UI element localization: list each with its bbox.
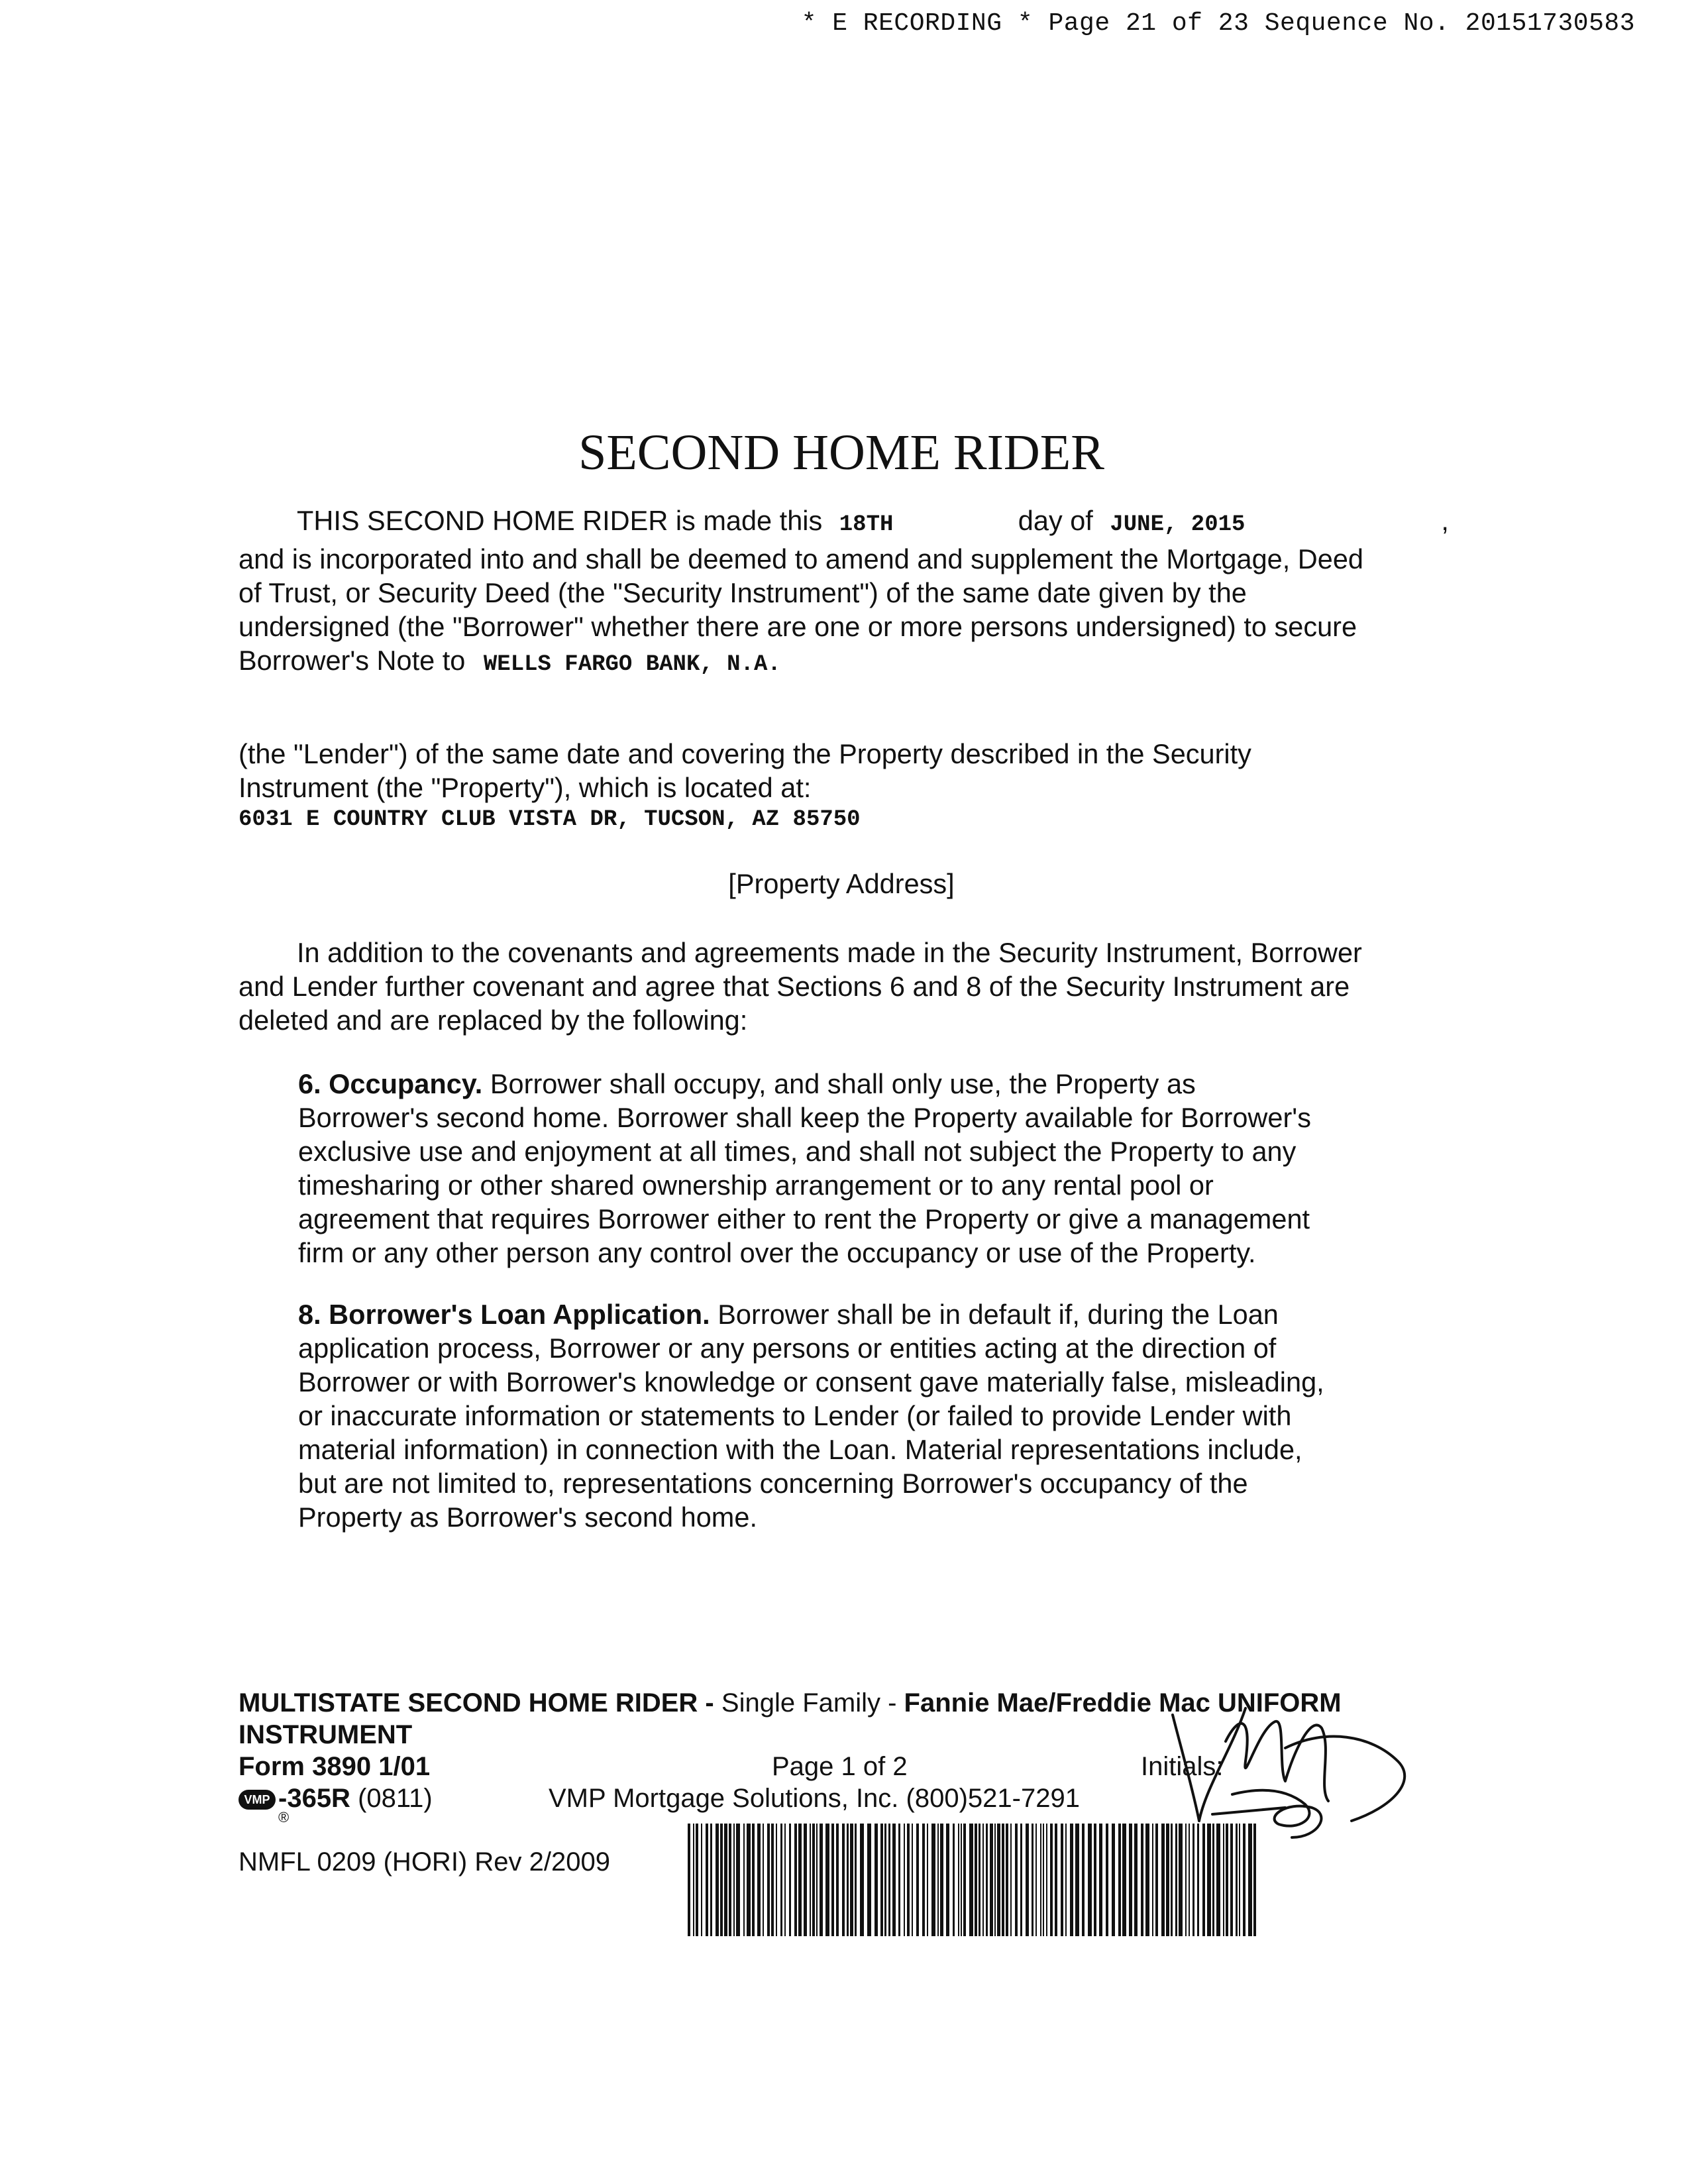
barcode-bar [1015, 1824, 1018, 1936]
lender-paragraph [238, 737, 1458, 804]
barcode-bar [1145, 1824, 1149, 1936]
barcode-bar [784, 1824, 786, 1936]
barcode-bar [798, 1824, 802, 1936]
vmp-logo-icon: VMP [238, 1790, 276, 1810]
barcode-bar [1099, 1824, 1102, 1936]
footer-instrument: INSTRUMENT [238, 1720, 413, 1749]
footer-vendor: VMP Mortgage Solutions, Inc. (800)521-7291 [549, 1784, 1080, 1813]
barcode-bar [1112, 1824, 1115, 1936]
barcode-bar [733, 1824, 735, 1936]
section-8-line-2: application process, Borrower or any persons or entities acting at the direction of [298, 1333, 1277, 1364]
barcode-bar [855, 1824, 857, 1936]
barcode-bar [979, 1824, 980, 1936]
barcode-bar [1122, 1824, 1126, 1936]
barcode-bar [1055, 1824, 1057, 1936]
intro-paragraph [238, 504, 1458, 682]
barcode-bar [696, 1824, 698, 1936]
section-6-line-1-text: Borrower shall occupy, and shall only use, the Property as [490, 1068, 1196, 1099]
footer-vmp-code [238, 1784, 433, 1814]
document-title: SECOND HOME RIDER [578, 425, 1104, 480]
barcode-bar [789, 1824, 791, 1936]
barcode-bar [916, 1824, 919, 1936]
barcode-bar [1046, 1824, 1047, 1936]
barcode-bar [747, 1824, 751, 1936]
barcode-bar [767, 1824, 770, 1936]
barcode-bar [1118, 1824, 1121, 1936]
intro-line-1 [238, 504, 1458, 542]
barcode-bar [892, 1824, 896, 1936]
intro-line-4: undersigned (the "Borrower" whether there are one or more persons undersigned) to secure [238, 611, 1357, 642]
barcode-bar [1141, 1824, 1143, 1936]
barcode-bar [994, 1824, 996, 1936]
section-6-line-3: exclusive use and enjoyment at all times, and shall not subject the Property to any [298, 1136, 1297, 1167]
intro-line-5 [238, 643, 1458, 682]
barcode-bar [771, 1824, 774, 1936]
footer-fannie-freddie: Fannie Mae/Freddie Mac UNIFORM [904, 1688, 1342, 1718]
section-8-line-7: Property as Borrower's second home. [298, 1502, 757, 1533]
barcode-bar [736, 1824, 740, 1936]
barcode-bar [706, 1824, 708, 1936]
barcode-bar [986, 1824, 988, 1936]
barcode-bar [847, 1824, 849, 1936]
covenants-line-1 [238, 936, 1458, 969]
barcode-bar [867, 1824, 871, 1936]
barcode-bar [1061, 1824, 1063, 1936]
barcode-bar [880, 1824, 883, 1936]
barcode-bar [931, 1824, 935, 1936]
barcode-bar [927, 1824, 928, 1936]
barcode-bar [816, 1824, 818, 1936]
barcode-bar [831, 1824, 834, 1936]
barcode-bar [1026, 1824, 1029, 1936]
barcode-bar [953, 1824, 955, 1936]
footer-initials-label: Initials: [1141, 1752, 1224, 1781]
barcode-bar [1075, 1824, 1079, 1936]
barcode-bar [1134, 1824, 1138, 1936]
barcode-bar [812, 1824, 815, 1936]
barcode-bar [997, 1824, 1000, 1936]
footer-form-number: Form 3890 1/01 [238, 1752, 431, 1781]
barcode-bar [884, 1824, 886, 1936]
barcode-bar [720, 1824, 723, 1936]
intro-text-made-this: THIS SECOND HOME RIDER is made this [297, 505, 823, 536]
barcode-bar [763, 1824, 764, 1936]
barcode-bar [937, 1824, 939, 1936]
barcode-bar [820, 1824, 823, 1936]
footer-rider-title: MULTISTATE SECOND HOME RIDER - [238, 1688, 714, 1718]
barcode-bar [963, 1824, 966, 1936]
barcode-bar [1040, 1824, 1041, 1936]
barcode-bar [860, 1824, 864, 1936]
section-8-line-5: material information) in connection with the Loan. Material representations include, [298, 1434, 1302, 1465]
footer-nmfl-code: NMFL 0209 (HORI) Rev 2/2009 [238, 1847, 610, 1877]
signature-initials-icon [1153, 1688, 1431, 1847]
barcode-bar [752, 1824, 755, 1936]
barcode-bar [1035, 1824, 1037, 1936]
barcode-bar [693, 1824, 694, 1936]
barcode-bar [810, 1824, 811, 1936]
barcode-bar [1088, 1824, 1092, 1936]
barcode-bar [958, 1824, 959, 1936]
barcode-bar [701, 1824, 702, 1936]
barcode-bar [724, 1824, 727, 1936]
section-6-line-4: timesharing or other shared ownership arrangement or to any rental pool or [298, 1170, 1214, 1201]
barcode-bar [946, 1824, 949, 1936]
registered-mark-icon: ® [278, 1809, 290, 1826]
covenants-line-2: and Lender further covenant and agree that Sections 6 and 8 of the Security Instrument are [238, 971, 1350, 1002]
intro-text-day-of: day of [1018, 505, 1093, 536]
lender-line-1: (the "Lender") of the same date and covering the Property described in the Security [238, 738, 1251, 769]
barcode-bar [912, 1824, 913, 1936]
barcode-bar [710, 1824, 712, 1936]
barcode-bar [1043, 1824, 1044, 1936]
intro-line-2: and is incorporated into and shall be deemed to amend and supplement the Mortgage, Deed [238, 543, 1364, 574]
barcode-bar [850, 1824, 853, 1936]
barcode-bar [1082, 1824, 1085, 1936]
barcode-bar [743, 1824, 745, 1936]
covenants-line-1-text: In addition to the covenants and agreements made in the Security Instrument, Borrower [297, 937, 1362, 968]
barcode-bar [842, 1824, 845, 1936]
lender-name-field: WELLS FARGO BANK, N.A. [483, 652, 781, 677]
barcode-bar [969, 1824, 973, 1936]
barcode-bar [990, 1824, 993, 1936]
barcode-bar [940, 1824, 943, 1936]
recording-header: * E RECORDING * Page 21 of 23 Sequence No. 20151730583 [801, 9, 1635, 38]
covenants-line-3: deleted and are replaced by the following: [238, 1005, 748, 1036]
barcode-bar [982, 1824, 984, 1936]
section-6-heading: 6. Occupancy. [298, 1068, 483, 1099]
barcode-bar [904, 1824, 905, 1936]
barcode-bar [922, 1824, 925, 1936]
barcode-bar [776, 1824, 777, 1936]
barcode-bar [757, 1824, 761, 1936]
barcode-bar [716, 1824, 719, 1936]
barcode-bar [1106, 1824, 1108, 1936]
section-6-line-6: firm or any other person any control over the occupancy or use of the Property. [298, 1237, 1256, 1268]
section-8-line-6: but are not limited to, representations concerning Borrower's occupancy of the [298, 1468, 1248, 1499]
barcode-bar [794, 1824, 797, 1936]
section-8-loan-application [298, 1297, 1398, 1534]
barcode-bar [1070, 1824, 1073, 1936]
barcode-bar [874, 1824, 878, 1936]
barcode-bar [804, 1824, 807, 1936]
barcode-bar [907, 1824, 910, 1936]
barcode-bar [825, 1824, 829, 1936]
day-field: 18TH [839, 512, 894, 537]
barcode-bar [1020, 1824, 1022, 1936]
property-address-field: 6031 E COUNTRY CLUB VISTA DR, TUCSON, AZ 85750 [238, 807, 861, 832]
barcode-bar [1002, 1824, 1004, 1936]
footer-single-family: Single Family - [721, 1688, 897, 1718]
lender-line-2: Instrument (the "Property"), which is located at: [238, 772, 812, 803]
barcode-bar [688, 1824, 690, 1936]
barcode-bar [729, 1824, 731, 1936]
barcode-bar [1032, 1824, 1034, 1936]
intro-note-to: Borrower's Note to [238, 645, 466, 676]
barcode-bar [1050, 1824, 1053, 1936]
barcode-bar [836, 1824, 839, 1936]
section-6-line-1 [298, 1067, 1398, 1101]
covenants-paragraph [238, 936, 1458, 1037]
barcode-bar [1129, 1824, 1132, 1936]
barcode-bar [1010, 1824, 1012, 1936]
section-8-line-1 [298, 1297, 1398, 1331]
intro-comma: , [1441, 505, 1449, 536]
property-address-label: [Property Address] [728, 868, 955, 899]
section-6-occupancy [298, 1067, 1398, 1270]
barcode-bar [888, 1824, 890, 1936]
footer-vmp-form-code: -365R [278, 1784, 350, 1813]
intro-line-3: of Trust, or Security Deed (the "Security Instrument") of the same date given by the [238, 577, 1247, 608]
section-8-line-4: or inaccurate information or statements to Lender (or failed to provide Lender with [298, 1400, 1292, 1431]
section-6-line-2: Borrower's second home. Borrower shall keep the Property available for Borrower's [298, 1102, 1311, 1133]
section-8-line-1-text: Borrower shall be in default if, during the Loan [717, 1299, 1279, 1330]
barcode-bar [780, 1824, 782, 1936]
section-6-line-5: agreement that requires Borrower either to rent the Property or give a management [298, 1203, 1310, 1234]
barcode-bar [1094, 1824, 1096, 1936]
barcode-bar [1006, 1824, 1008, 1936]
barcode-bar [898, 1824, 900, 1936]
month-year-field: JUNE, 2015 [1110, 512, 1246, 537]
section-8-line-3: Borrower or with Borrower's knowledge or consent gave materially false, misleading, [298, 1366, 1324, 1397]
barcode-bar [1065, 1824, 1067, 1936]
barcode-bar [975, 1824, 977, 1936]
footer-page-number: Page 1 of 2 [772, 1752, 908, 1781]
footer-vmp-date: (0811) [358, 1784, 433, 1813]
section-8-heading: 8. Borrower's Loan Application. [298, 1299, 710, 1330]
barcode-bar [961, 1824, 962, 1936]
